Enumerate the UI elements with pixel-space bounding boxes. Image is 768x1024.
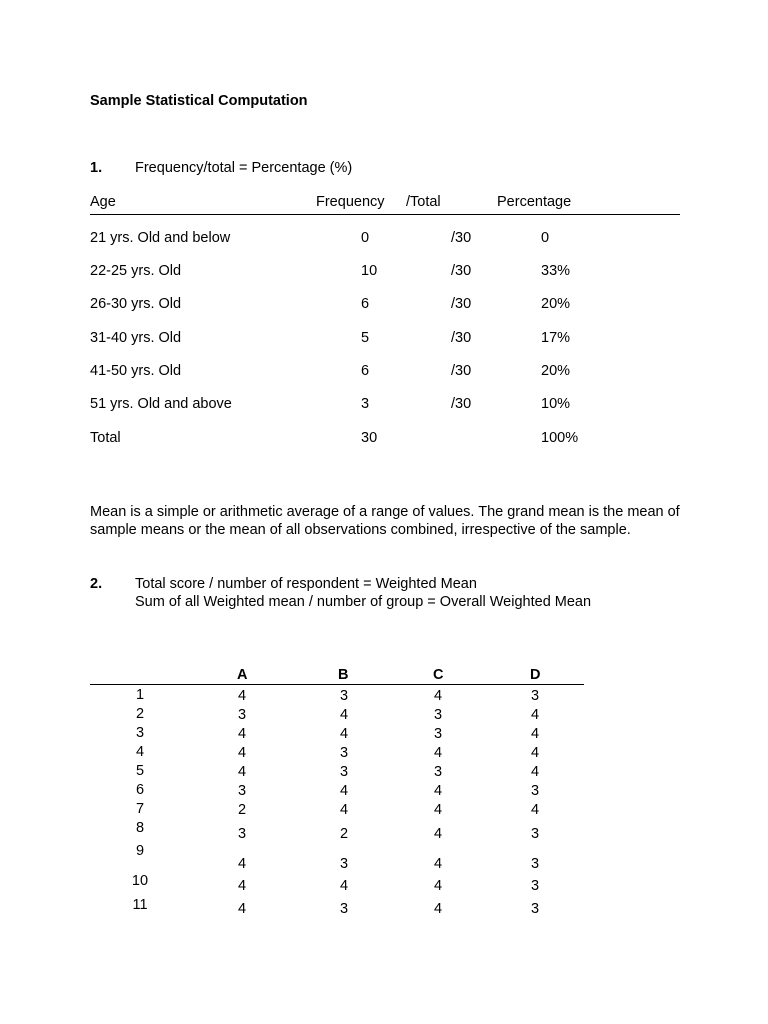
score-d: 3 bbox=[530, 688, 540, 704]
table-row bbox=[0, 801, 768, 819]
row-number: 3 bbox=[135, 725, 145, 741]
score-d: 4 bbox=[530, 745, 540, 761]
score-a: 3 bbox=[237, 783, 247, 799]
table-row bbox=[0, 363, 768, 383]
frequency-cell: 3 bbox=[361, 396, 370, 412]
score-d: 4 bbox=[530, 707, 540, 723]
score-d: 4 bbox=[530, 802, 540, 818]
score-b: 2 bbox=[339, 826, 349, 842]
score-c: 4 bbox=[433, 688, 443, 704]
score-a: 4 bbox=[237, 901, 247, 917]
row-number: 8 bbox=[135, 820, 145, 836]
total-cell: /30 bbox=[451, 263, 472, 279]
age-cell: Total bbox=[90, 430, 121, 446]
table-row bbox=[0, 330, 768, 350]
score-d: 3 bbox=[530, 783, 540, 799]
table-1-header-rule bbox=[90, 214, 680, 215]
score-b: 3 bbox=[339, 856, 349, 872]
age-cell: 51 yrs. Old and above bbox=[90, 396, 232, 412]
percentage-cell: 10% bbox=[541, 396, 571, 412]
section-1-formula: Frequency/total = Percentage (%) bbox=[135, 160, 353, 176]
score-b: 3 bbox=[339, 745, 349, 761]
score-c: 4 bbox=[433, 745, 443, 761]
score-c: 4 bbox=[433, 901, 443, 917]
score-b: 3 bbox=[339, 901, 349, 917]
age-cell: 41-50 yrs. Old bbox=[90, 363, 182, 379]
score-a: 4 bbox=[237, 688, 247, 704]
column-header-a: A bbox=[237, 667, 248, 683]
score-b: 4 bbox=[339, 783, 349, 799]
score-c: 3 bbox=[433, 707, 443, 723]
section-2-number: 2. bbox=[90, 576, 103, 592]
table-row bbox=[0, 820, 768, 842]
score-d: 3 bbox=[530, 856, 540, 872]
total-cell: /30 bbox=[451, 330, 472, 346]
score-b: 4 bbox=[339, 802, 349, 818]
table-row bbox=[0, 725, 768, 743]
row-number: 10 bbox=[131, 873, 149, 889]
score-c: 3 bbox=[433, 726, 443, 742]
row-number: 2 bbox=[135, 706, 145, 722]
score-d: 3 bbox=[530, 826, 540, 842]
table-row bbox=[0, 230, 768, 250]
header-age: Age bbox=[90, 194, 116, 210]
table-row bbox=[0, 763, 768, 781]
row-number: 1 bbox=[135, 687, 145, 703]
score-b: 3 bbox=[339, 688, 349, 704]
percentage-cell: 0 bbox=[541, 230, 550, 246]
frequency-cell: 0 bbox=[361, 230, 370, 246]
table-row-total bbox=[0, 430, 768, 450]
header-total: /Total bbox=[406, 194, 441, 210]
percentage-cell: 20% bbox=[541, 296, 571, 312]
score-a: 2 bbox=[237, 802, 247, 818]
table-row bbox=[0, 873, 768, 894]
age-cell: 21 yrs. Old and below bbox=[90, 230, 231, 246]
header-frequency: Frequency bbox=[316, 194, 385, 210]
percentage-cell: 33% bbox=[541, 263, 571, 279]
row-number: 5 bbox=[135, 763, 145, 779]
total-cell: /30 bbox=[451, 230, 472, 246]
frequency-cell: 30 bbox=[361, 430, 378, 446]
age-cell: 26-30 yrs. Old bbox=[90, 296, 182, 312]
section-2-line-1: Total score / number of respondent = Weighted Mean bbox=[135, 576, 477, 592]
score-c: 4 bbox=[433, 783, 443, 799]
table-row bbox=[0, 744, 768, 762]
score-a: 4 bbox=[237, 878, 247, 894]
score-c: 4 bbox=[433, 826, 443, 842]
score-b: 4 bbox=[339, 878, 349, 894]
page-title: Sample Statistical Computation bbox=[90, 93, 308, 109]
section-2-line-2: Sum of all Weighted mean / number of group = Overall Weighted Mean bbox=[135, 594, 592, 610]
score-d: 3 bbox=[530, 901, 540, 917]
column-header-b: B bbox=[338, 667, 349, 683]
row-number: 6 bbox=[135, 782, 145, 798]
score-a: 4 bbox=[237, 745, 247, 761]
score-c: 4 bbox=[433, 856, 443, 872]
score-a: 4 bbox=[237, 764, 247, 780]
total-cell: /30 bbox=[451, 396, 472, 412]
column-header-c: C bbox=[433, 667, 444, 683]
table-row bbox=[0, 263, 768, 283]
score-c: 3 bbox=[433, 764, 443, 780]
header-percentage: Percentage bbox=[497, 194, 572, 210]
score-c: 4 bbox=[433, 802, 443, 818]
total-cell: /30 bbox=[451, 363, 472, 379]
score-b: 3 bbox=[339, 764, 349, 780]
frequency-cell: 5 bbox=[361, 330, 370, 346]
table-row bbox=[0, 897, 768, 915]
score-d: 3 bbox=[530, 878, 540, 894]
score-a: 3 bbox=[237, 707, 247, 723]
total-cell: /30 bbox=[451, 296, 472, 312]
score-d: 4 bbox=[530, 726, 540, 742]
frequency-cell: 6 bbox=[361, 363, 370, 379]
score-b: 4 bbox=[339, 707, 349, 723]
row-number: 11 bbox=[132, 897, 148, 913]
score-a: 4 bbox=[237, 856, 247, 872]
row-number: 7 bbox=[135, 801, 145, 817]
frequency-cell: 10 bbox=[361, 263, 378, 279]
score-c: 4 bbox=[433, 878, 443, 894]
age-cell: 22-25 yrs. Old bbox=[90, 263, 182, 279]
score-a: 3 bbox=[237, 826, 247, 842]
percentage-cell: 100% bbox=[541, 430, 579, 446]
percentage-cell: 20% bbox=[541, 363, 571, 379]
table-row bbox=[0, 687, 768, 705]
score-d: 4 bbox=[530, 764, 540, 780]
table-row bbox=[0, 396, 768, 416]
percentage-cell: 17% bbox=[541, 330, 571, 346]
row-number: 9 bbox=[135, 843, 145, 859]
table-row bbox=[0, 706, 768, 724]
column-header-d: D bbox=[530, 667, 541, 683]
age-cell: 31-40 yrs. Old bbox=[90, 330, 182, 346]
table-row bbox=[0, 843, 768, 872]
table-row bbox=[0, 296, 768, 316]
score-a: 4 bbox=[237, 726, 247, 742]
frequency-cell: 6 bbox=[361, 296, 370, 312]
section-1-number: 1. bbox=[90, 160, 103, 176]
score-b: 4 bbox=[339, 726, 349, 742]
row-number: 4 bbox=[135, 744, 145, 760]
table-2-header-rule bbox=[90, 684, 584, 685]
mean-explanation-paragraph: Mean is a simple or arithmetic average of a range of values. The grand mean is the mean of sample means or the mean of all observations combined, irrespective of the sample. bbox=[90, 504, 680, 538]
table-row bbox=[0, 782, 768, 800]
